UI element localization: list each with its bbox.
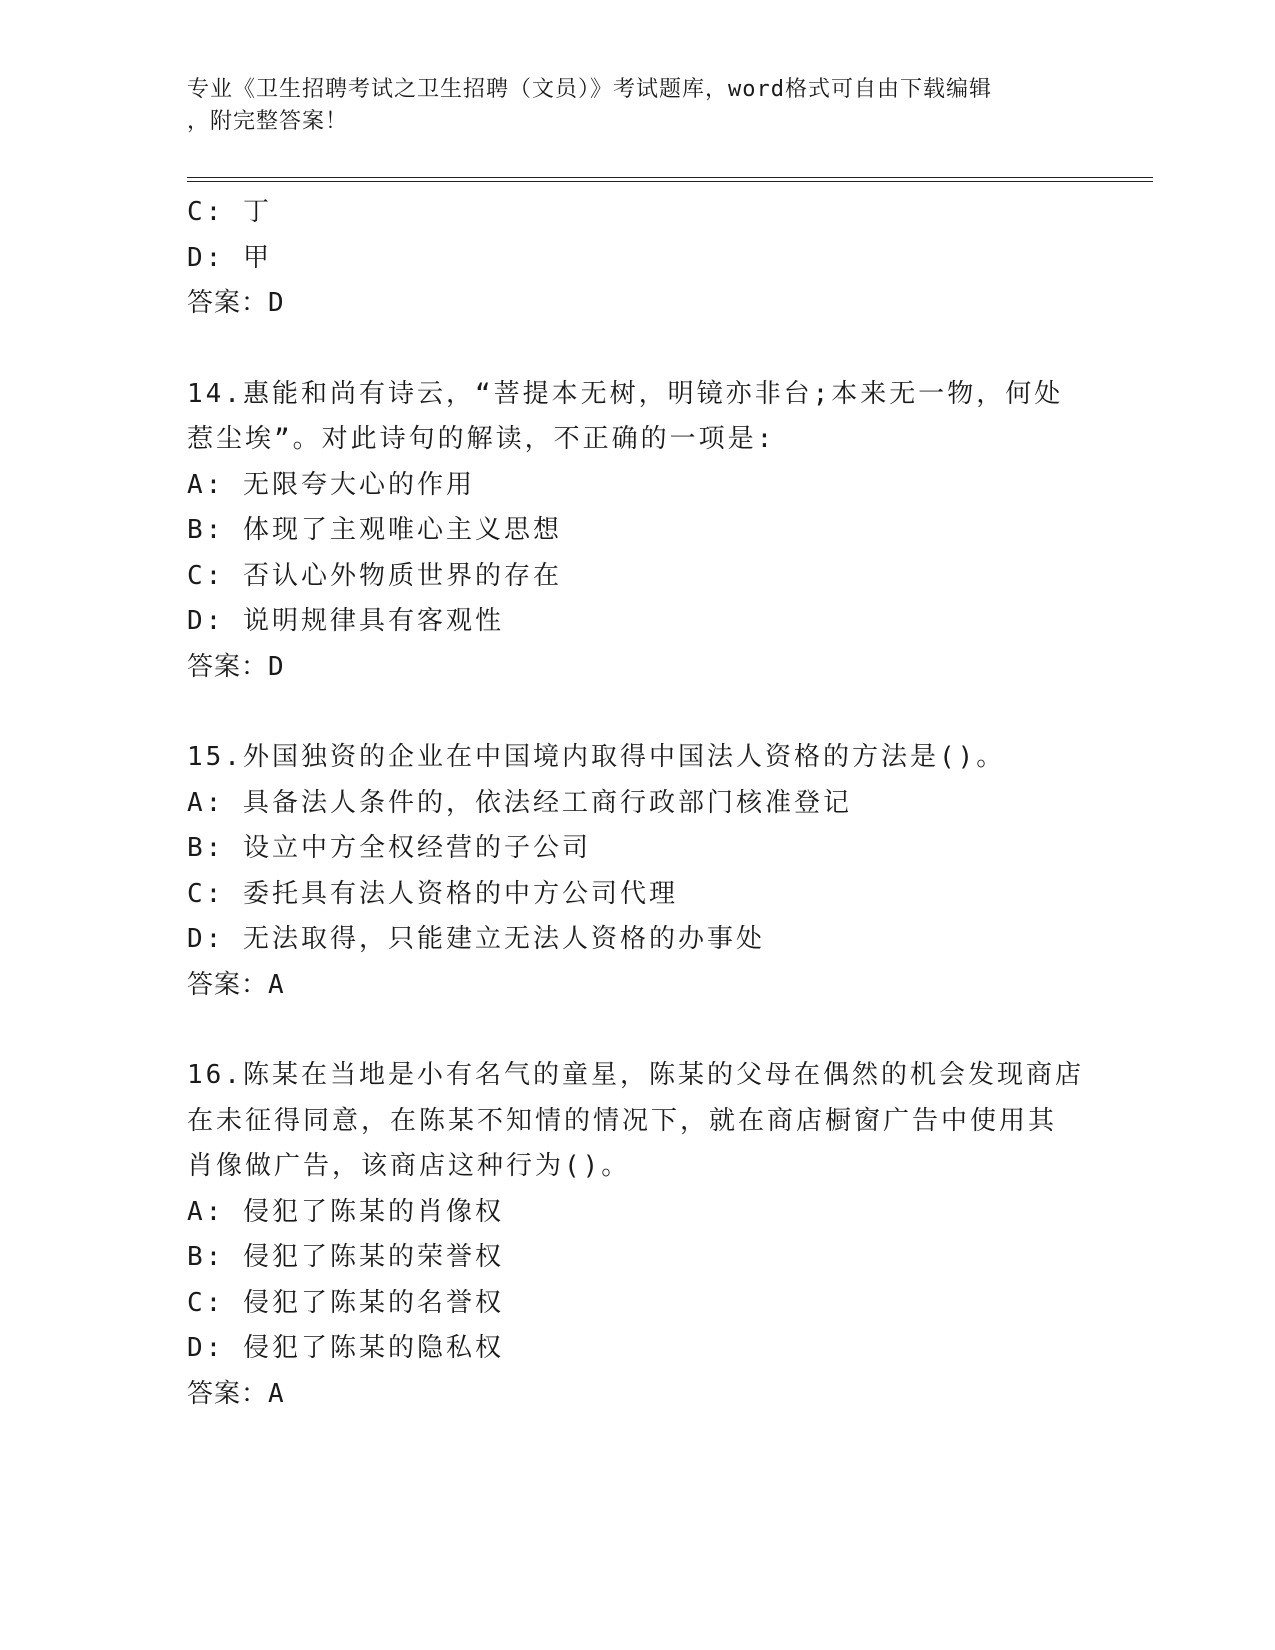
question-15	[187, 735, 1087, 1008]
option-c: C: 丁	[187, 197, 272, 227]
option-b: B: 设立中方全权经营的子公司	[187, 833, 591, 863]
question-text: 肖像做广告，该商店这种行为()。	[187, 1151, 631, 1181]
question-text: 14.惠能和尚有诗云，“菩提本无树，明镜亦非台;本来无一物，何处	[187, 378, 1064, 409]
option-d: D: 侵犯了陈某的隐私权	[187, 1333, 504, 1363]
question-text: 15.外国独资的企业在中国境内取得中国法人资格的方法是()。	[187, 742, 1006, 772]
partial-question	[187, 190, 1087, 327]
option-c: C: 侵犯了陈某的名誉权	[187, 1287, 504, 1318]
option-a: A: 具备法人条件的，依法经工商行政部门核准登记	[187, 787, 852, 818]
option-c: C: 否认心外物质世界的存在	[187, 560, 562, 591]
answer-line: 答案：A	[187, 969, 285, 1000]
question-list	[187, 190, 1087, 1417]
question-14	[187, 372, 1087, 691]
question-text: 16.陈某在当地是小有名气的童星，陈某的父母在偶然的机会发现商店	[187, 1060, 1084, 1090]
option-d: D: 说明规律具有客观性	[187, 606, 504, 636]
header-line-2: ，附完整答案！	[187, 109, 349, 134]
question-text: 惹尘埃”。对此诗句的解读，不正确的一项是:	[187, 424, 776, 454]
answer-line: 答案：D	[187, 288, 285, 318]
answer-line: 答案：D	[187, 651, 285, 682]
header-line-1: 专业《卫生招聘考试之卫生招聘（文员）》考试题库，word格式可自由下载编辑	[187, 77, 992, 102]
option-c: C: 委托具有法人资格的中方公司代理	[187, 878, 678, 909]
option-a: A: 侵犯了陈某的肖像权	[187, 1196, 504, 1227]
document-header	[187, 74, 1087, 138]
option-d: D: 无法取得，只能建立无法人资格的办事处	[187, 924, 765, 954]
option-b: B: 侵犯了陈某的荣誉权	[187, 1242, 504, 1272]
option-d: D: 甲	[187, 242, 272, 273]
option-a: A: 无限夸大心的作用	[187, 469, 475, 500]
header-divider	[187, 177, 1153, 182]
option-b: B: 体现了主观唯心主义思想	[187, 515, 562, 545]
question-text: 在未征得同意，在陈某不知情的情况下，就在商店橱窗广告中使用其	[187, 1105, 1058, 1136]
question-16	[187, 1053, 1087, 1417]
answer-line: 答案：A	[187, 1378, 285, 1409]
